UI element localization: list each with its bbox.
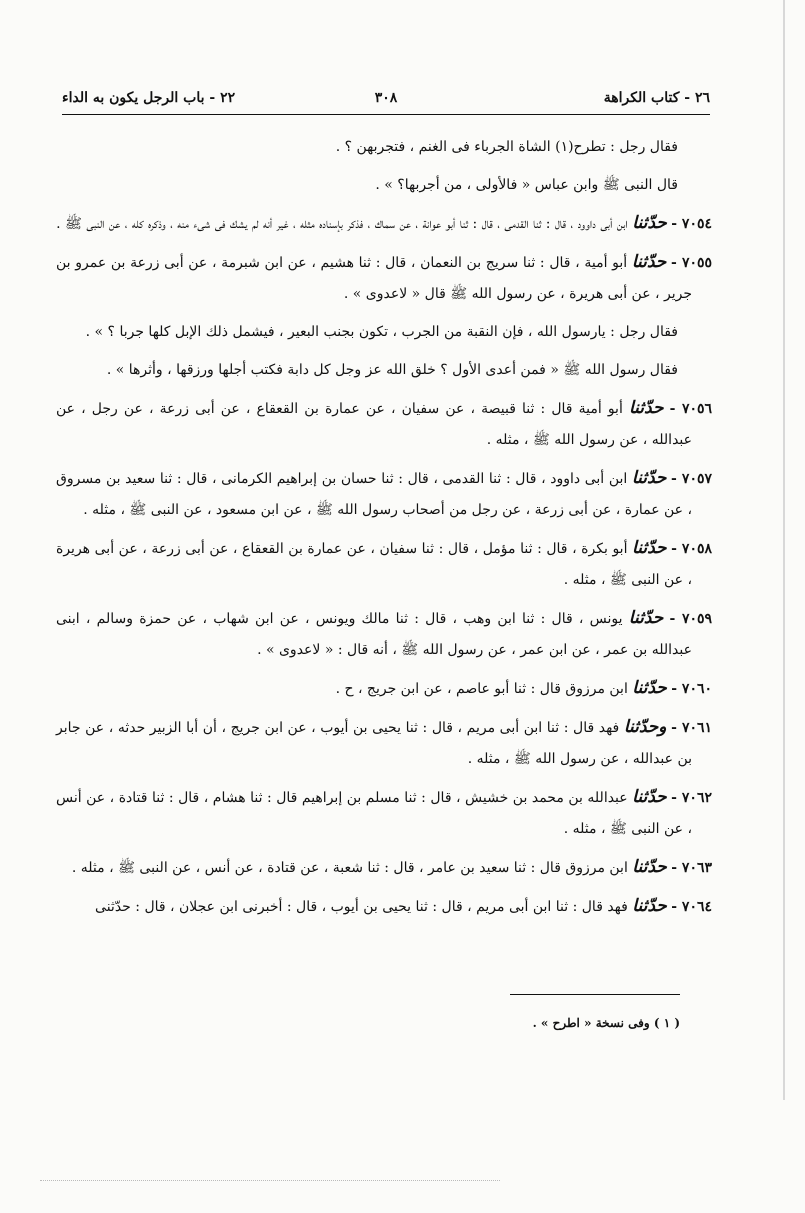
hadith-text: فهد قال : ثنا ابن أبى مريم ، قال : ثنا يحيى بن أيوب ، قال : أخبرنى ابن عجلان ، قال : حدّثنى bbox=[95, 899, 628, 915]
hadith-number: ٧٠٦٣ - bbox=[671, 860, 712, 876]
hadith-paragraph bbox=[56, 603, 712, 666]
hadith-paragraph bbox=[56, 393, 712, 456]
main-text bbox=[56, 132, 712, 930]
hadith-number: ٧٠٦٢ - bbox=[671, 790, 712, 806]
hadith-number: ٧٠٥٧ - bbox=[671, 471, 712, 487]
hadith-paragraph bbox=[56, 712, 712, 775]
haddatha-word: حدّثنا bbox=[632, 857, 667, 877]
haddatha-word: حدّثنا bbox=[632, 678, 667, 698]
scan-edge-line bbox=[783, 0, 785, 1100]
haddatha-word: حدّثنا bbox=[632, 538, 667, 558]
hadith-number: ٧٠٦١ - bbox=[671, 720, 713, 736]
paragraph-text: فقال رجل : تطرح(١) الشاة الجرباء فى الغنم ، فتجربهن ؟ . bbox=[335, 139, 678, 155]
footnote-rule bbox=[510, 994, 680, 995]
hadith-text: أبو أمية ، قال : ثنا سريج بن النعمان ، قال : ثنا هشيم ، عن ابن شبرمة ، عن أبى زرعة بن عمرو بن جرير ، عن أبى هريرة ، عن رسول الله ﷺ قال « لاعدوى » . bbox=[56, 255, 692, 302]
hadith-paragraph bbox=[56, 852, 712, 884]
paragraph-text: قال النبى ﷺ وابن عباس « فالأولى ، من أجربها؟ » . bbox=[375, 177, 678, 193]
header-page-number: ٣٠٨ bbox=[374, 90, 398, 106]
text-paragraph bbox=[56, 132, 712, 163]
text-paragraph bbox=[56, 170, 712, 201]
haddatha-word: حدّثنا bbox=[628, 608, 664, 628]
header-rule bbox=[62, 114, 710, 115]
paragraph-text: فقال رجل : يارسول الله ، فإن النقبة من الجرب ، تكون بجنب البعير ، فيشمل ذلك الإبل كلها جربا ؟ » . bbox=[85, 324, 678, 340]
hadith-number: ٧٠٥٥ - bbox=[671, 255, 713, 271]
hadith-text: يونس ، قال : ثنا ابن وهب ، قال : ثنا مالك ويونس ، عن ابن شهاب ، عن حمزة وسالم ، ابنى عبدالله بن عمر ، عن ابن عمر ، عن رسول الله ﷺ ، أنه قال : « لاعدوى » . bbox=[56, 611, 692, 658]
hadith-text: ابن مرزوق قال : ثنا أبو عاصم ، عن ابن جريج ، ح . bbox=[335, 681, 628, 697]
scan-bottom-dots bbox=[40, 1180, 500, 1181]
footnote: ( ١ ) وفى نسخة « اطرح » . bbox=[532, 1016, 680, 1030]
hadith-text: ابن أبى داوود ، قال : ثنا القدمى ، قال : ثنا أبو عوانة ، عن سماك ، فذكر بإسناده مثله ، غير أنه لم يشك فى شىء منه ، وذكره كله ، عن النبى ﷺ . bbox=[56, 216, 628, 232]
paragraph-text: فقال رسول الله ﷺ « فمن أعدى الأول ؟ خلق الله عز وجل كل دابة فكتب أجلها ورزقها ، وأثرها » . bbox=[106, 362, 678, 378]
haddatha-word: حدّثنا bbox=[632, 787, 667, 807]
hadith-paragraph bbox=[56, 208, 712, 240]
haddatha-word: حدّثنا bbox=[631, 468, 667, 488]
hadith-text: فهد قال : ثنا ابن أبى مريم ، قال : ثنا يحيى بن أيوب ، عن ابن جريج ، أن أبا الزبير حدثه ، عن جابر بن عبدالله ، عن رسول الله ﷺ ، مثله . bbox=[56, 720, 692, 767]
text-paragraph bbox=[56, 317, 712, 348]
hadith-paragraph bbox=[56, 782, 712, 845]
hadith-text: عبدالله بن محمد بن خشيش ، قال : ثنا مسلم بن إبراهيم قال : ثنا هشام ، قال : ثنا قتادة ، عن أنس ، عن النبى ﷺ ، مثله . bbox=[56, 790, 692, 837]
hadith-text: ابن أبى داوود ، قال : ثنا القدمى ، قال : ثنا حسان بن إبراهيم الكرمانى ، قال : ثنا سعيد بن مسروق ، عن عمارة ، عن أبى زرعة ، عن رجل من أصحاب رسول الله ﷺ ، عن ابن مسعود ، عن النبى ﷺ ، مثله . bbox=[56, 471, 692, 518]
hadith-text: ابن مرزوق قال : ثنا سعيد بن عامر ، قال : ثنا شعبة ، عن قتادة ، عن أنس ، عن النبى ﷺ ، مثله . bbox=[71, 860, 628, 876]
hadith-number: ٧٠٦٤ - bbox=[671, 899, 712, 915]
hadith-number: ٧٠٥٨ - bbox=[671, 541, 712, 557]
hadith-number: ٧٠٦٠ - bbox=[671, 681, 712, 697]
hadith-paragraph bbox=[56, 891, 712, 923]
hadith-number: ٧٠٥٦ - bbox=[669, 401, 713, 417]
haddatha-word: حدّثنا bbox=[628, 398, 664, 418]
haddatha-word: حدّثنا bbox=[632, 896, 667, 916]
header-section: ٢٢ - باب الرجل يكون به الداء bbox=[62, 90, 236, 106]
hadith-text: أبو بكرة ، قال : ثنا مؤمل ، قال : ثنا سفيان ، عن عمارة بن القعقاع ، عن أبى زرعة ، عن أبى هريرة ، عن النبى ﷺ ، مثله . bbox=[56, 541, 692, 588]
hadith-number: ٧٠٥٩ - bbox=[669, 611, 713, 627]
haddatha-word: حدّثنا bbox=[631, 252, 667, 272]
hadith-paragraph bbox=[56, 673, 712, 705]
haddatha-word: وحدّثنا bbox=[623, 717, 667, 737]
header-chapter: ٢٦ - كتاب الكراهة bbox=[603, 90, 710, 106]
hadith-text: أبو أمية قال : ثنا قبيصة ، عن سفيان ، عن عمارة بن القعقاع ، عن أبى زرعة ، عن رجل ، عن عبدالله ، عن رسول الله ﷺ ، مثله . bbox=[56, 401, 692, 448]
hadith-paragraph bbox=[56, 533, 712, 596]
haddatha-word: حدّثنا bbox=[632, 213, 667, 233]
running-header bbox=[62, 86, 710, 114]
text-paragraph bbox=[56, 355, 712, 386]
hadith-number: ٧٠٥٤ - bbox=[671, 216, 712, 232]
hadith-paragraph bbox=[56, 463, 712, 526]
hadith-paragraph bbox=[56, 247, 712, 310]
